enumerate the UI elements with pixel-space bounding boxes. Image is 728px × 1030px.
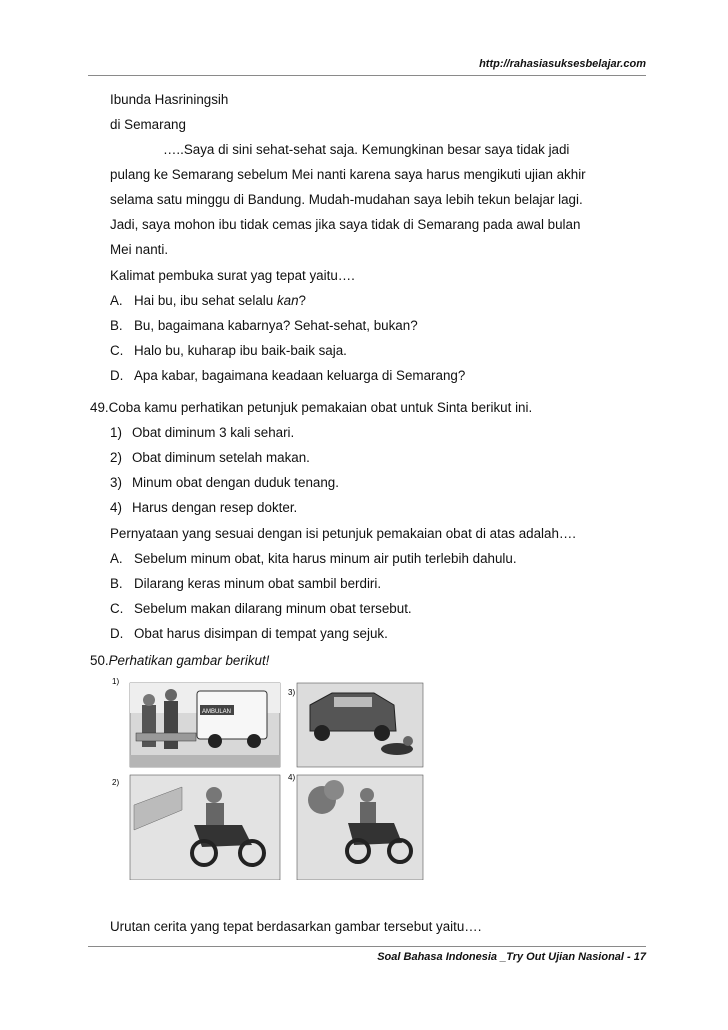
option-letter: B. xyxy=(110,318,123,333)
letter-body-line: selama satu minggu di Bandung. Mudah-mudahan saya lebih tekun belajar lagi. xyxy=(110,192,583,207)
q48-option-b[interactable] xyxy=(110,318,418,333)
q48-stem: Kalimat pembuka surat yag tepat yaitu…. xyxy=(110,268,355,283)
option-text: Sebelum minum obat, kita harus minum air putih terlebih dahulu. xyxy=(134,551,517,566)
q49-item xyxy=(110,475,339,490)
question-text: Coba kamu perhatikan petunjuk pemakaian obat untuk Sinta berikut ini. xyxy=(108,400,533,415)
letter-place: di Semarang xyxy=(110,117,186,132)
panel-ambulance xyxy=(130,683,280,767)
header-url: http://rahasiasuksesbelajar.com xyxy=(479,58,646,70)
option-italic: kan xyxy=(276,293,299,308)
option-text: Dilarang keras minum obat sambil berdiri. xyxy=(134,576,382,591)
letter-body-line: Mei nanti. xyxy=(110,242,169,257)
panel-label-3: 3) xyxy=(288,688,296,697)
option-text: Hai bu, ibu sehat selalu xyxy=(134,293,277,308)
option-letter: A. xyxy=(110,551,123,566)
option-letter: C. xyxy=(110,343,124,358)
question-text: Perhatikan gambar berikut! xyxy=(108,653,270,668)
item-number: 3) xyxy=(110,475,122,490)
item-text: Harus dengan resep dokter. xyxy=(132,500,298,515)
panel-label-1: 1) xyxy=(112,677,120,686)
letter-body-line: …..Saya di sini sehat-sehat saja. Kemungkinan besar saya tidak jadi xyxy=(163,142,570,157)
item-number: 2) xyxy=(110,450,122,465)
item-number: 1) xyxy=(110,425,122,440)
q49-item xyxy=(110,450,310,465)
option-text: Bu, bagaimana kabarnya? Sehat-sehat, bukan? xyxy=(134,318,418,333)
q49-item xyxy=(110,425,294,440)
letter-salutation: Ibunda Hasriningsih xyxy=(110,92,229,107)
q48-option-c[interactable] xyxy=(110,343,347,358)
footer-rule xyxy=(88,946,646,947)
q48-option-a[interactable] xyxy=(110,293,306,308)
item-number: 4) xyxy=(110,500,122,515)
option-text: Sebelum makan dilarang minum obat tersebut. xyxy=(134,601,412,616)
letter-body-line: Jadi, saya mohon ibu tidak cemas jika saya tidak di Semarang pada awal bulan xyxy=(110,217,581,232)
ambulance-label: AMBULAN xyxy=(202,709,232,715)
item-text: Minum obat dengan duduk tenang. xyxy=(132,475,339,490)
q49-option-d[interactable] xyxy=(110,626,388,641)
panel-motorcycle-2 xyxy=(297,775,423,880)
option-text: Obat harus disimpan di tempat yang sejuk. xyxy=(134,626,388,641)
item-text: Obat diminum 3 kali sehari. xyxy=(132,425,295,440)
q50-stem xyxy=(90,653,269,668)
q49-option-c[interactable] xyxy=(110,601,412,616)
panel-motorcycle-1 xyxy=(130,775,280,880)
q50-question: Urutan cerita yang tepat berdasarkan gambar tersebut yaitu…. xyxy=(110,919,482,934)
q50-illustration xyxy=(112,675,430,880)
option-letter: A. xyxy=(110,293,123,308)
option-text: Halo bu, kuharap ibu baik-baik saja. xyxy=(134,343,347,358)
item-text: Obat diminum setelah makan. xyxy=(132,450,310,465)
option-text: Apa kabar, bagaimana keadaan keluarga di Semarang? xyxy=(134,368,466,383)
panel-label-4: 4) xyxy=(288,773,296,782)
q49-item xyxy=(110,500,297,515)
question-number: 49. xyxy=(90,400,109,415)
q49-question: Pernyataan yang sesuai dengan isi petunjuk pemakaian obat di atas adalah…. xyxy=(110,526,577,541)
option-letter: D. xyxy=(110,368,124,383)
footer-text: Soal Bahasa Indonesia _Try Out Ujian Nasional - 17 xyxy=(377,951,646,963)
q49-option-b[interactable] xyxy=(110,576,381,591)
option-letter: D. xyxy=(110,626,124,641)
option-letter: B. xyxy=(110,576,123,591)
header-rule xyxy=(88,75,646,76)
panel-label-2: 2) xyxy=(112,778,120,787)
q49-option-a[interactable] xyxy=(110,551,517,566)
q49-stem xyxy=(90,400,532,415)
letter-body-line: pulang ke Semarang sebelum Mei nanti karena saya harus mengikuti ujian akhir xyxy=(110,167,586,182)
question-number: 50. xyxy=(90,653,109,668)
q48-option-d[interactable] xyxy=(110,368,465,383)
panel-car-accident xyxy=(297,683,423,767)
option-tail: ? xyxy=(298,293,306,308)
option-letter: C. xyxy=(110,601,124,616)
